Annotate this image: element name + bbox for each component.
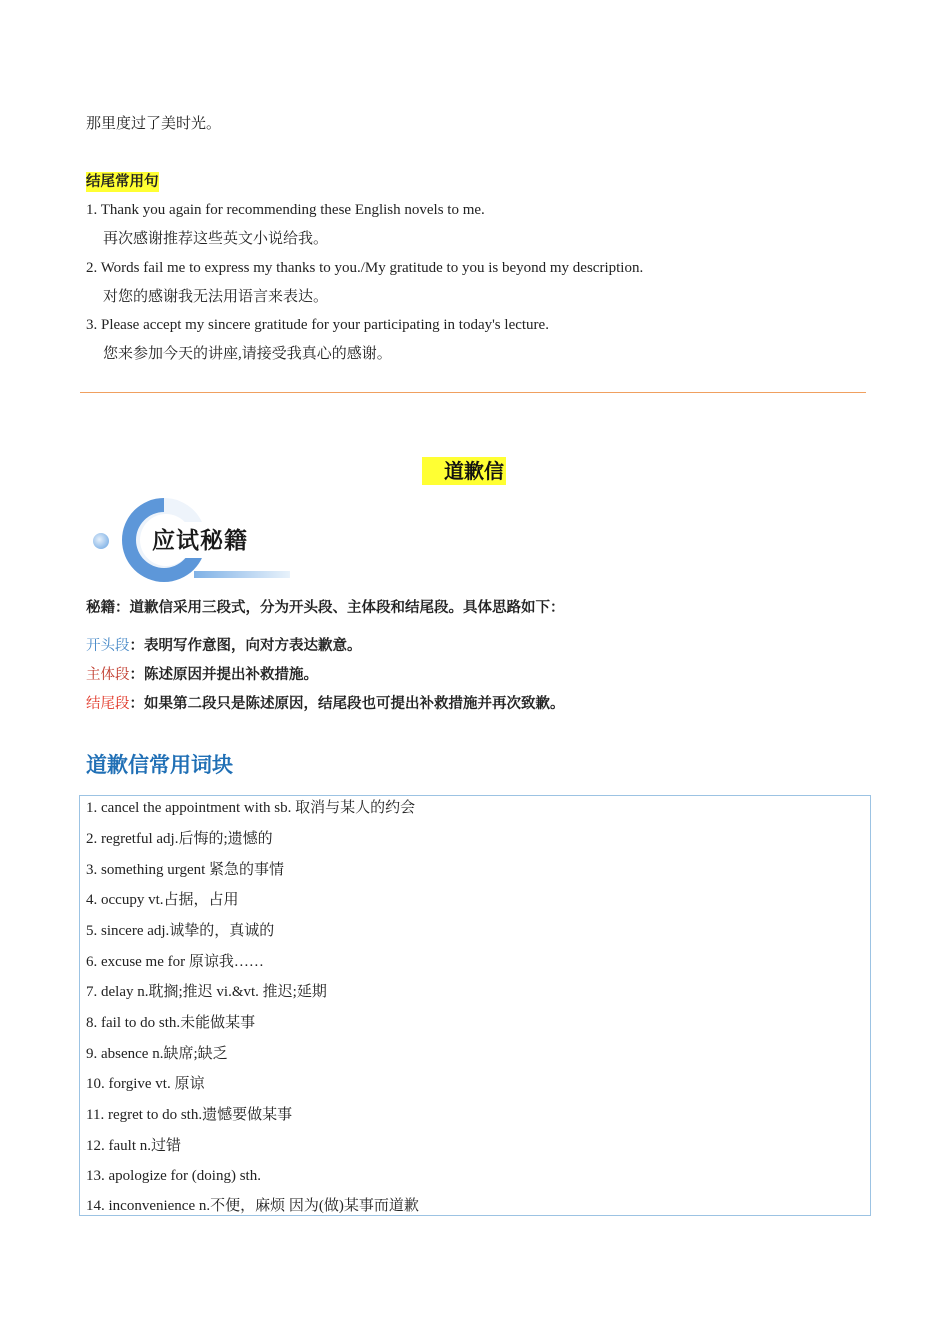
list-item: 10. forgive vt. 原谅 (86, 1076, 205, 1092)
ending-label: 结尾段 (86, 696, 130, 712)
ending-item-1-en: 1. Thank you again for recommending these English novels to me. (86, 202, 485, 218)
opening-label: 开头段 (86, 638, 130, 654)
list-item: 14. inconvenience n.不便，麻烦 因为(做)某事而道歉 (86, 1198, 419, 1214)
list-item: 5. sincere adj.诚挚的，真诚的 (86, 923, 275, 939)
vocab-box (79, 795, 871, 1216)
opening-text: ：表明写作意图，向对方表达歉意。 (129, 638, 362, 654)
ending-text: ：如果第二段只是陈述原因，结尾段也可提出补救措施并再次致歉。 (129, 696, 565, 712)
list-item: 12. fault n.过错 (86, 1138, 181, 1154)
tips-row-opening (86, 636, 362, 656)
ending-item-2-en: 2. Words fail me to express my thanks to you./My gratitude to you is beyond my description. (86, 260, 644, 276)
body-text: ：陈述原因并提出补救措施。 (129, 667, 318, 683)
section-divider (80, 392, 866, 393)
list-item: 4. occupy vt.占据，占用 (86, 892, 239, 908)
list-item: 8. fail to do sth.未能做某事 (86, 1015, 256, 1031)
list-item: 13. apologize for (doing) sth. (86, 1168, 261, 1184)
continued-text: 那里度过了美时光。 (86, 116, 222, 132)
badge-label: 应试秘籍 (152, 528, 248, 554)
list-item: 7. delay n.耽搁;推迟 vi.&vt. 推迟;延期 (86, 984, 327, 1000)
ending-item-2-zh: 对您的感谢我无法用语言来表达。 (103, 289, 329, 305)
tips-intro: 秘籍：道歉信采用三段式，分为开头段、主体段和结尾段。具体思路如下： (86, 600, 565, 616)
list-item: 6. excuse me for 原谅我…… (86, 954, 264, 970)
tips-row-ending (86, 694, 565, 714)
list-item: 9. absence n.缺席;缺乏 (86, 1046, 228, 1062)
ending-item-1-zh: 再次感谢推荐这些英文小说给我。 (103, 231, 329, 247)
page-title: 道歉信 (422, 457, 506, 485)
list-item: 1. cancel the appointment with sb. 取消与某人的约会 (86, 800, 416, 816)
ending-item-3-zh: 您来参加今天的讲座,请接受我真心的感谢。 (103, 346, 392, 362)
tips-row-body (86, 665, 318, 685)
list-item: 11. regret to do sth.遗憾要做某事 (86, 1107, 293, 1123)
body-label: 主体段 (86, 667, 130, 683)
ending-heading: 结尾常用句 (86, 174, 159, 190)
vocab-heading: 道歉信常用词块 (86, 753, 233, 777)
ending-item-3-en: 3. Please accept my sincere gratitude for your participating in today's lecture. (86, 317, 549, 333)
list-item: 2. regretful adj.后悔的;遗憾的 (86, 831, 273, 847)
list-item: 3. something urgent 紧急的事情 (86, 862, 285, 878)
